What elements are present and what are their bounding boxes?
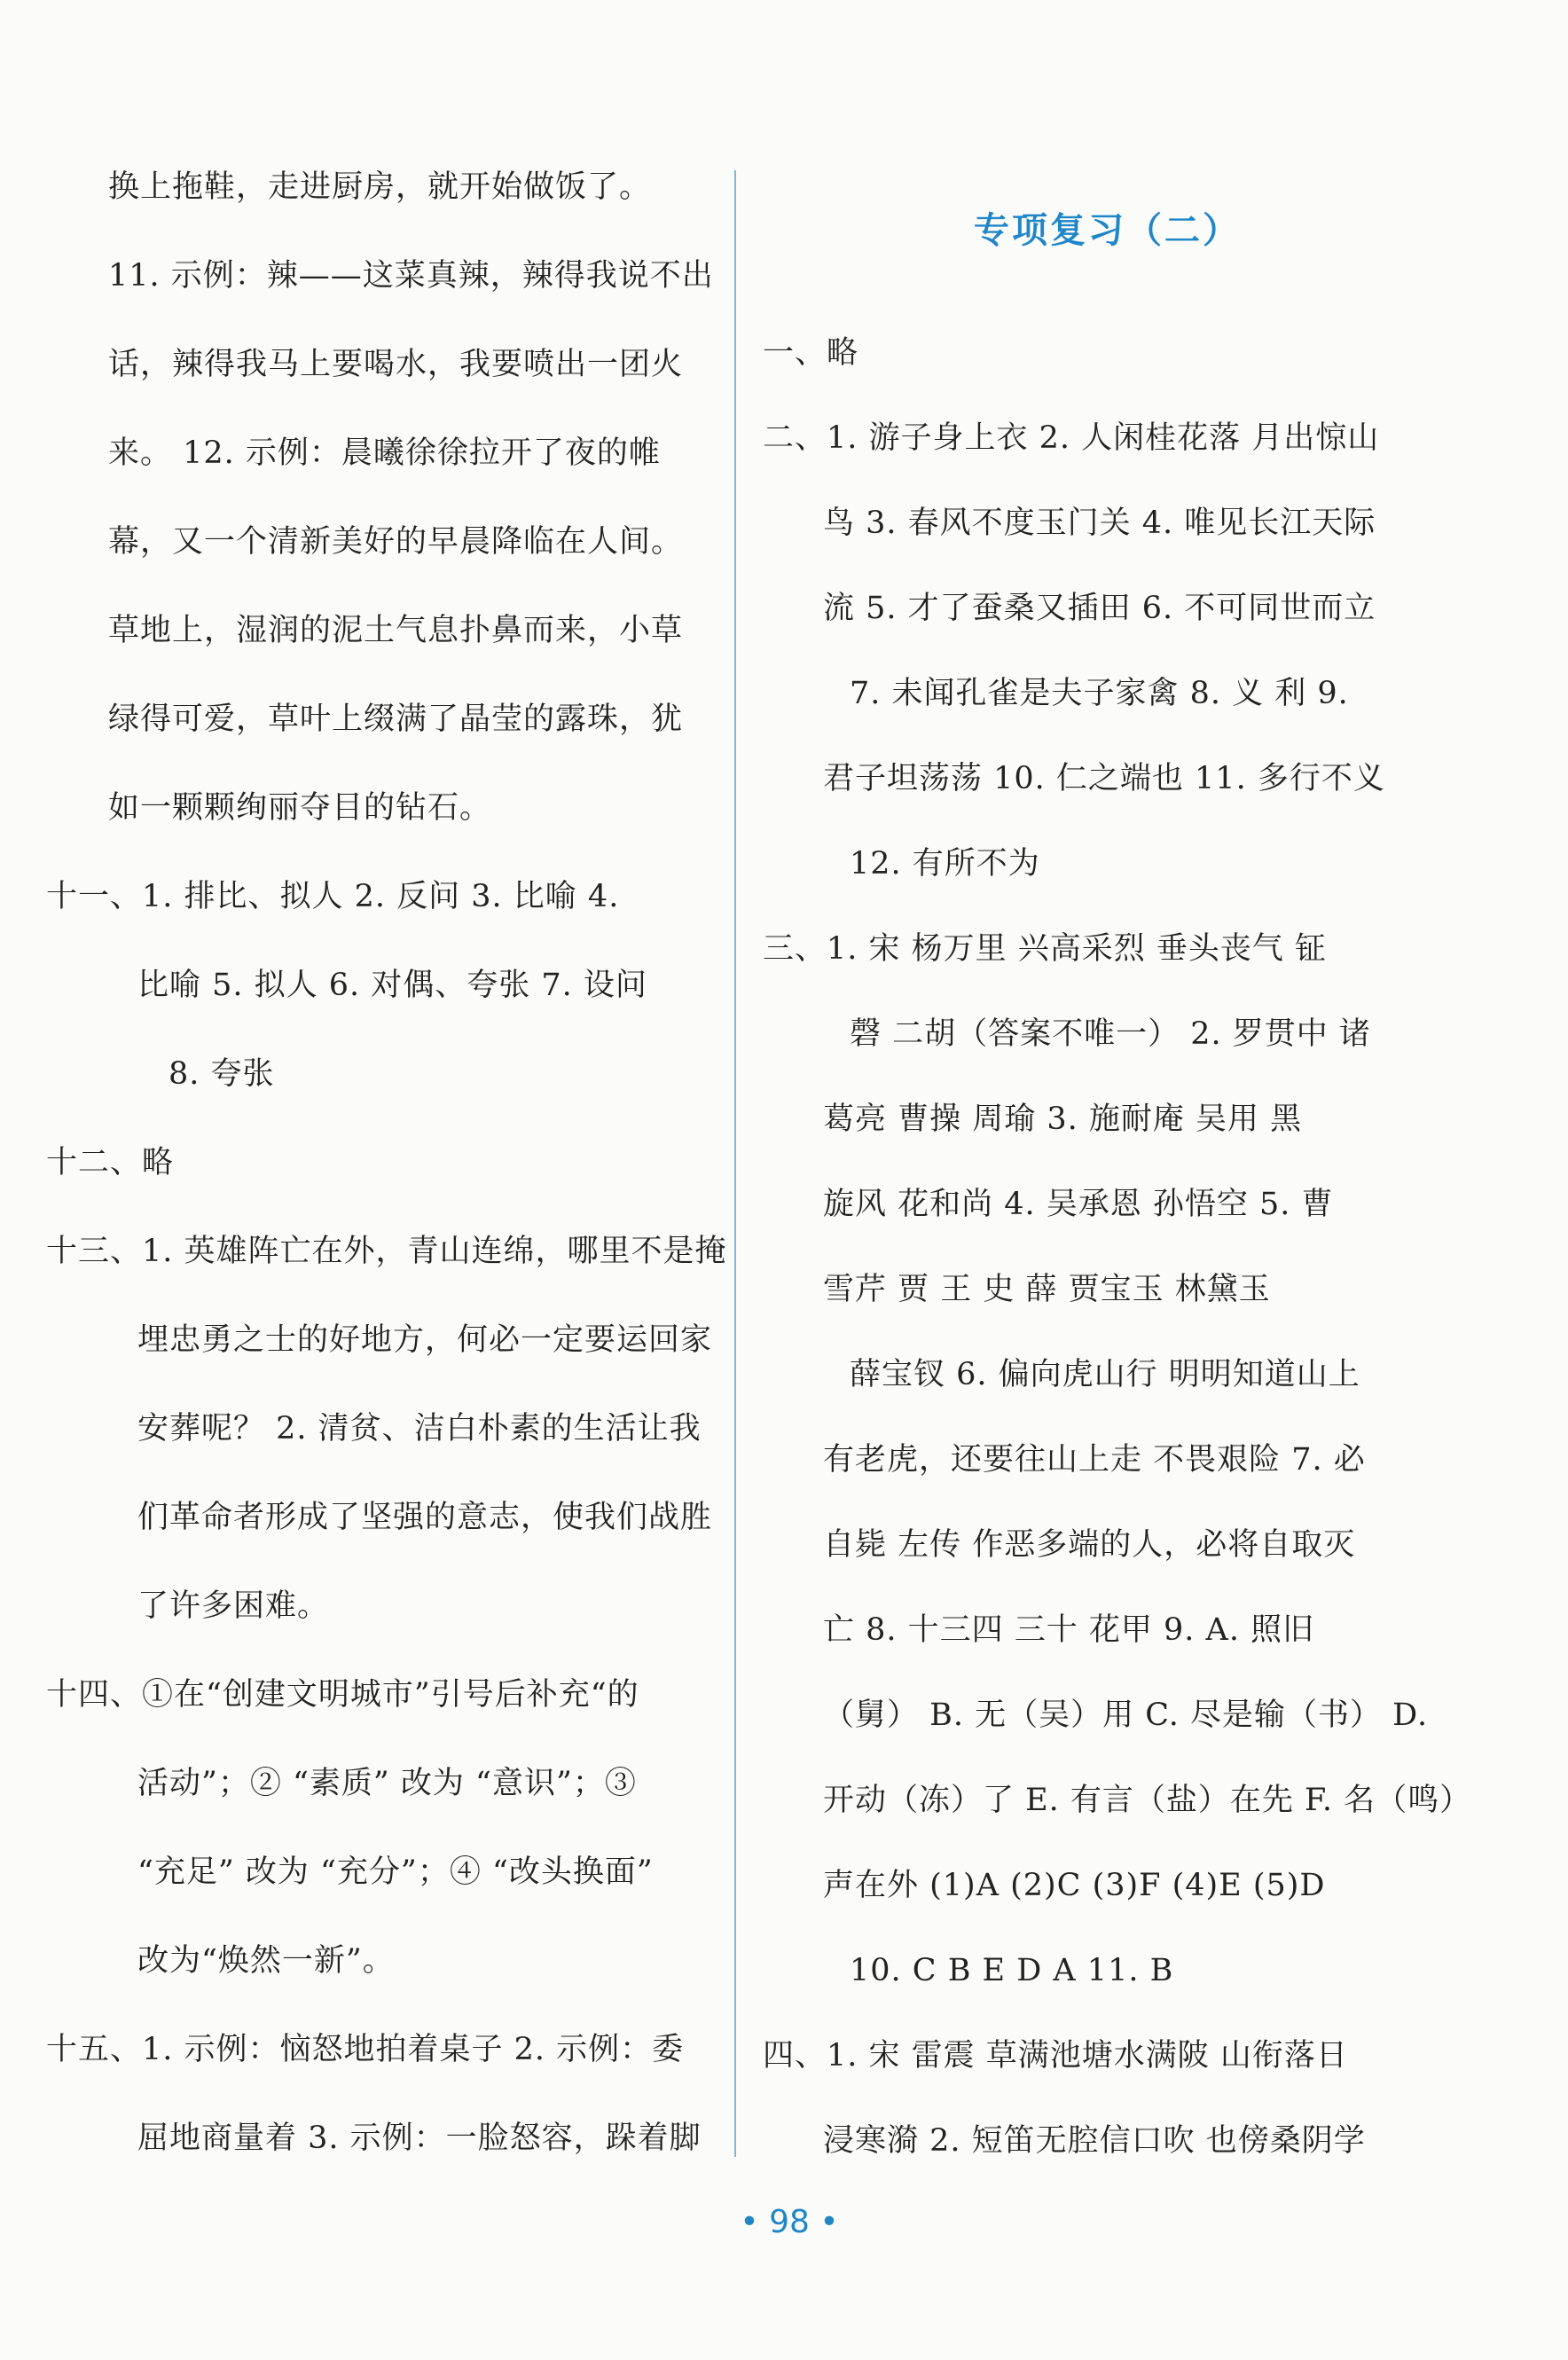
text-line: 十三、1. 英雄阵亡在外，青山连绵，哪里不是掩 xyxy=(46,1234,727,1269)
text-line: “充足” 改为 “充分”；④ “改头换面” xyxy=(137,1854,654,1890)
text-line: 10. C B E D A 11. B xyxy=(850,1953,1174,1988)
text-line: 屈地商量着 3. 示例：一脸怒容，跺着脚 xyxy=(137,2121,702,2156)
text-line: 流 5. 才了蚕桑又插田 6. 不可同世而立 xyxy=(823,591,1376,626)
text-line: 浸寒漪 2. 短笛无腔信口吹 也傍桑阴学 xyxy=(823,2123,1366,2159)
text-line: （舅） B. 无（吴）用 C. 尽是输（书） D. xyxy=(823,1697,1429,1733)
text-line: 绿得可爱，草叶上缀满了晶莹的露珠，犹 xyxy=(108,702,684,737)
text-line: 如一颗颗绚丽夺目的钻石。 xyxy=(108,790,492,826)
page-number: • 98 • xyxy=(740,2204,839,2240)
text-line: 雪芹 贾 王 史 薛 贾宝玉 林黛玉 xyxy=(823,1272,1271,1307)
text-line: 草地上，湿润的泥土气息扑鼻而来，小草 xyxy=(108,613,684,648)
text-line: 12. 有所不为 xyxy=(850,846,1040,882)
text-line: 活动”；② “素质” 改为 “意识”；③ xyxy=(137,1766,637,1801)
text-line: 葛亮 曹操 周瑜 3. 施耐庵 吴用 黑 xyxy=(823,1102,1303,1137)
text-line: 鸟 3. 春风不度玉门关 4. 唯见长江天际 xyxy=(823,506,1376,541)
text-line: 十二、略 xyxy=(46,1145,175,1180)
text-line: 四、1. 宋 雷震 草满池塘水满陂 山衔落日 xyxy=(763,2038,1348,2074)
text-line: 安葬呢？ 2. 清贫、洁白朴素的生活让我 xyxy=(137,1411,702,1447)
text-line: 比喻 5. 拟人 6. 对偶、夸张 7. 设问 xyxy=(137,968,647,1003)
text-line: 7. 未闻孔雀是夫子家禽 8. 义 利 9. xyxy=(850,676,1349,711)
text-line: 有老虎，还要往山上走 不畏艰险 7. 必 xyxy=(823,1442,1366,1478)
text-line: 话，辣得我马上要喝水，我要喷出一团火 xyxy=(108,347,684,382)
text-line: 幕，又一个清新美好的早晨降临在人间。 xyxy=(108,524,684,560)
text-line: 薛宝钗 6. 偏向虎山行 明明知道山上 xyxy=(850,1357,1360,1392)
text-line: 改为“焕然一新”。 xyxy=(137,1943,395,1979)
text-line: 开动（冻）了 E. 有言（盐）在先 F. 名（鸣） xyxy=(823,1783,1472,1818)
text-line: 来。 12. 示例：晨曦徐徐拉开了夜的帷 xyxy=(108,435,661,471)
text-line: 了许多困难。 xyxy=(137,1588,330,1624)
text-line: 们革命者形成了坚强的意志，使我们战胜 xyxy=(137,1500,713,1535)
text-line: 十五、1. 示例：恼怒地拍着桌子 2. 示例：委 xyxy=(46,2032,685,2067)
text-line: 一、略 xyxy=(763,335,859,371)
text-line: 十四、①在“创建文明城市”引号后补充“的 xyxy=(46,1677,639,1713)
text-line: 三、1. 宋 杨万里 兴高采烈 垂头丧气 钲 xyxy=(763,931,1328,967)
text-line: 11. 示例：辣——这菜真辣，辣得我说不出 xyxy=(108,258,714,294)
text-line: 声在外 (1)A (2)C (3)F (4)E (5)D xyxy=(823,1868,1326,1903)
text-line: 旋风 花和尚 4. 吴承恩 孙悟空 5. 曹 xyxy=(823,1187,1334,1222)
text-line: 二、1. 游子身上衣 2. 人闲桂花落 月出惊山 xyxy=(763,420,1380,456)
text-line: 8. 夸张 xyxy=(169,1056,275,1092)
text-line: 十一、1. 排比、拟人 2. 反问 3. 比喻 4. xyxy=(46,879,620,914)
text-line: 自毙 左传 作恶多端的人，必将自取灭 xyxy=(823,1527,1356,1563)
text-line: 埋忠勇之士的好地方，何必一定要运回家 xyxy=(137,1322,713,1358)
section-title: 专项复习（二） xyxy=(974,210,1241,251)
text-line: 磬 二胡（答案不唯一） 2. 罗贯中 诸 xyxy=(850,1016,1371,1052)
text-line: 亡 8. 十三四 三十 花甲 9. A. 照旧 xyxy=(823,1612,1315,1648)
text-line: 换上拖鞋，走进厨房，就开始做饭了。 xyxy=(108,169,652,205)
column-divider xyxy=(734,170,736,2157)
text-line: 君子坦荡荡 10. 仁之端也 11. 多行不义 xyxy=(823,761,1385,796)
